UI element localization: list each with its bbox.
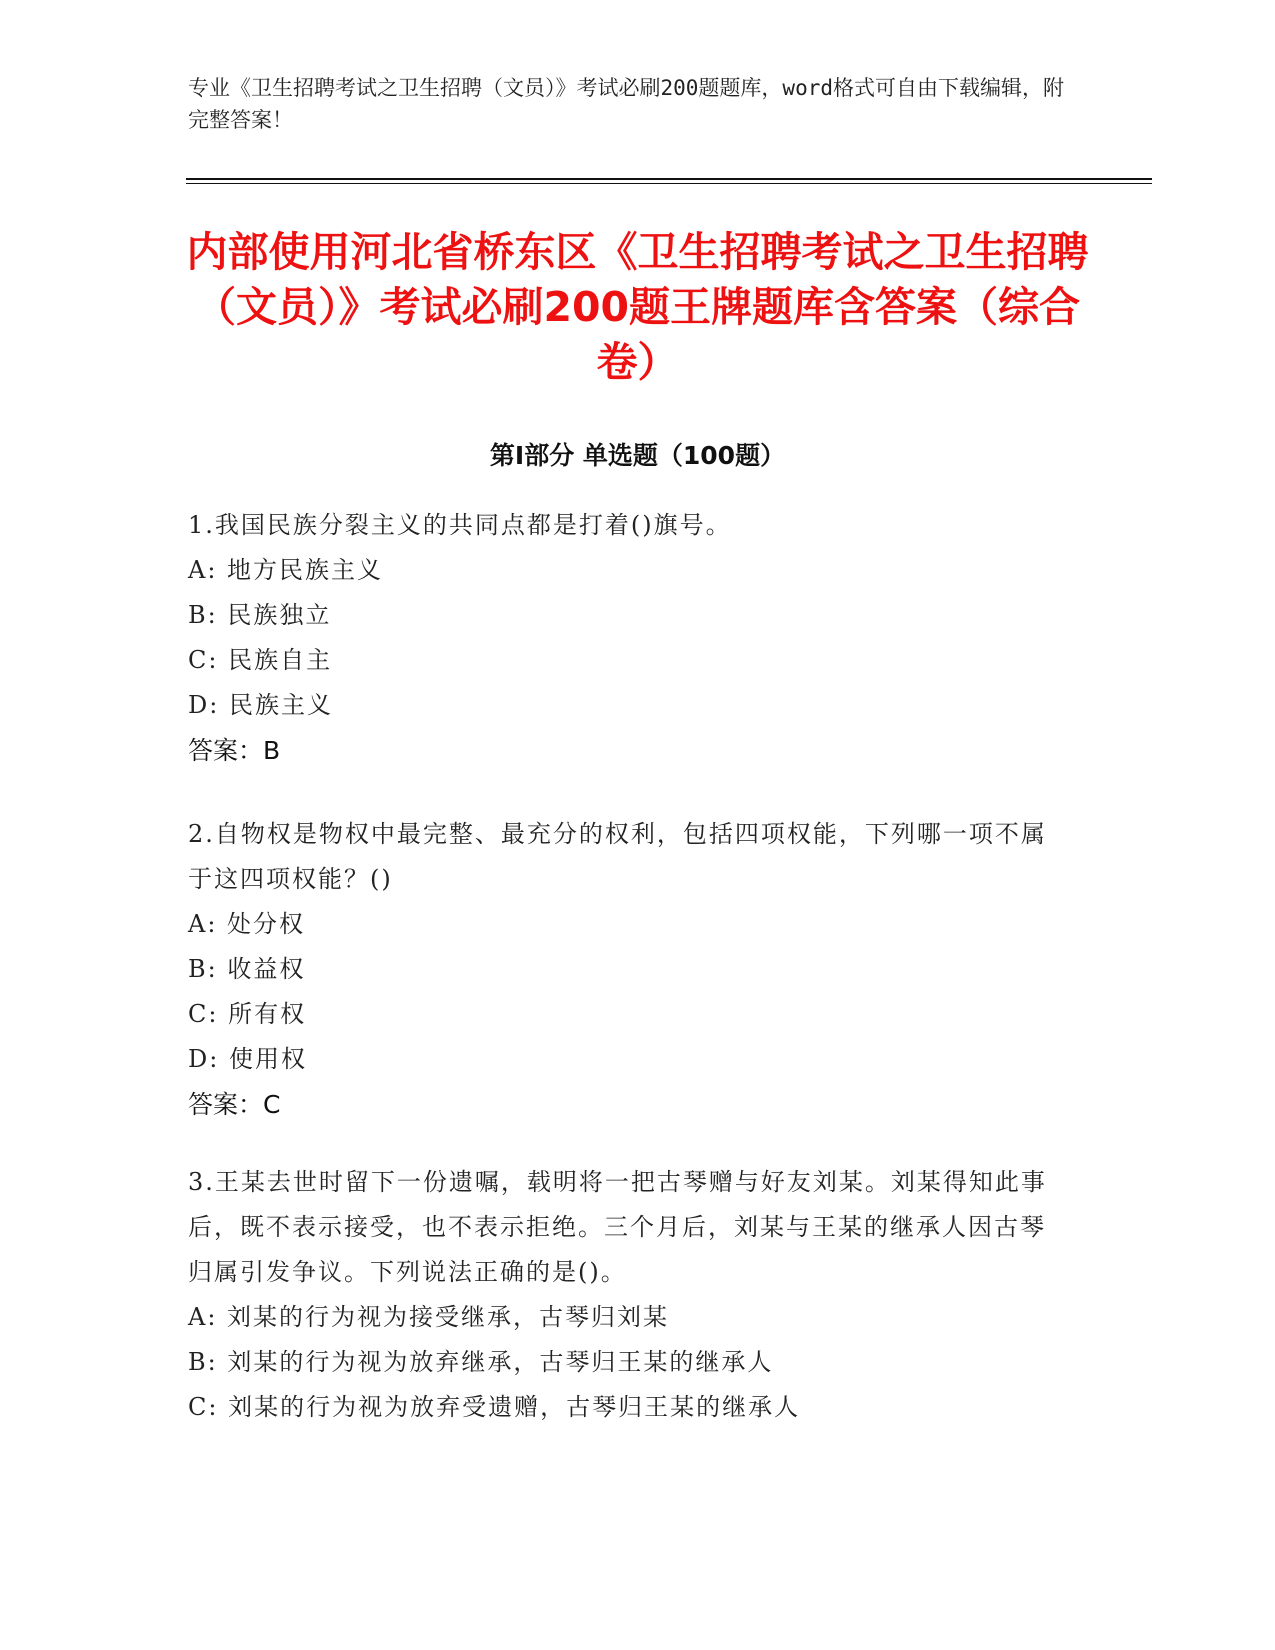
option-b: B: 民族独立: [188, 601, 332, 629]
header-note: 专业《卫生招聘考试之卫生招聘（文员）》考试必刷200题题库，word格式可自由下载编辑，附完整答案！: [188, 76, 1064, 132]
option-b: B: 刘某的行为视为放弃继承，古琴归王某的继承人: [188, 1348, 774, 1376]
question-3: [188, 1160, 1068, 1430]
section-heading: 第Ⅰ部分 单选题（100题）: [489, 441, 786, 470]
option-c: C: 刘某的行为视为放弃受遗赠，古琴归王某的继承人: [188, 1393, 801, 1421]
question-text: 1.我国民族分裂主义的共同点都是打着()旗号。: [188, 511, 732, 539]
question-1: [188, 503, 1068, 773]
option-c: C: 民族自主: [188, 646, 333, 674]
option-a: A: 地方民族主义: [188, 556, 384, 584]
option-b: B: 收益权: [188, 955, 306, 983]
option-c: C: 所有权: [188, 1000, 307, 1028]
option-d: D: 使用权: [188, 1045, 307, 1073]
header-rule-thin: [186, 183, 1152, 184]
option-a: A: 刘某的行为视为接受继承，古琴归刘某: [188, 1303, 670, 1331]
header-rule-thick: [186, 178, 1152, 180]
option-a: A: 处分权: [188, 910, 306, 938]
option-d: D: 民族主义: [188, 691, 333, 719]
question-text: 3.王某去世时留下一份遗嘱，载明将一把古琴赠与好友刘某。刘某得知此事后，既不表示接受，也不表示拒绝。三个月后，刘某与王某的继承人因古琴归属引发争议。下列说法正确的是()。: [188, 1168, 1047, 1286]
question-2: [188, 812, 1068, 1127]
answer: 答案：B: [188, 736, 281, 765]
document-title: 内部使用河北省桥东区《卫生招聘考试之卫生招聘（文员）》考试必刷200题王牌题库含答案（综合卷）: [186, 228, 1089, 386]
answer: 答案：C: [188, 1090, 281, 1119]
question-text: 2.自物权是物权中最完整、最充分的权利，包括四项权能，下列哪一项不属于这四项权能？(): [188, 820, 1047, 893]
